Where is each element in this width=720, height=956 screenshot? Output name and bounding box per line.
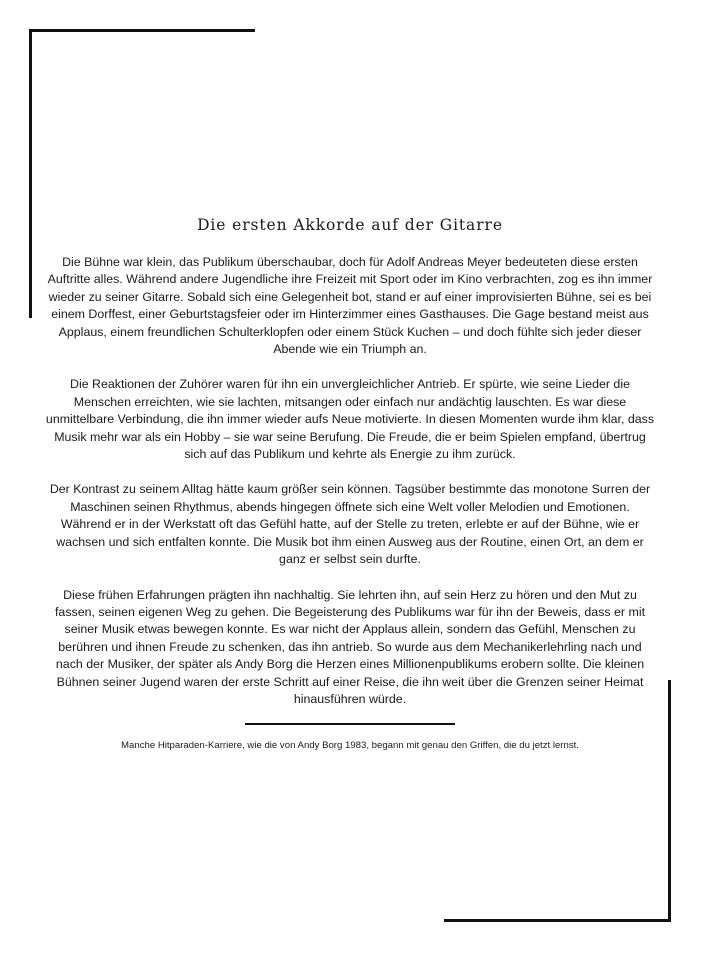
frame-corner-bottom-right-vertical xyxy=(668,680,671,922)
frame-corner-top-left-horizontal xyxy=(29,29,255,32)
paragraph-1: Die Bühne war klein, das Publikum überschaubar, doch für Adolf Andreas Meyer bedeuteten diese ersten Auftritte alles. Während andere Jugendliche ihre Freizeit mit Sport oder im Kino verbrachten, zog es ihn immer wieder zu seiner Gitarre. Sobald sich eine Gelegenheit bot, stand er auf einer improvisierten Bühne, sei es bei einem Dorffest, einer Geburtstagsfeier oder im Hinterzimmer eines Gasthauses. Die Gage bestand meist aus Applaus, einem freundlichen Schulterklopfen oder einem Stück Kuchen – und doch fühlte sich jeder dieser Abende wie ein Triumph an. xyxy=(47,255,653,357)
page-content xyxy=(44,216,656,752)
footnote: Manche Hitparaden-Karriere, wie die von Andy Borg 1983, begann mit genau den Griffen, die du jetzt lernst. xyxy=(121,740,579,752)
paragraph-4: Diese frühen Erfahrungen prägten ihn nachhaltig. Sie lehrten ihn, auf sein Herz zu hören und den Mut zu fassen, seinen eigenen Weg zu gehen. Die Begeisterung des Publikums war für ihn der Beweis, dass er mit seiner Musik etwas bewegen konnte. Es war nicht der Applaus allein, sondern das Gefühl, Menschen zu berühren und ihnen Freude zu schenken, das ihn antrieb. So wurde aus dem Mechanikerlehrling nach und nach der Musiker, der später als Andy Borg die Herzen eines Millionenpublikums erobern sollte. Die kleinen Bühnen seiner Jugend waren der erste Schritt auf einer Reise, die ihn weit über die Grenzen seiner Heimat hinausführen würde. xyxy=(54,587,646,706)
frame-corner-top-left-vertical xyxy=(29,29,32,318)
page-title: Die ersten Akkorde auf der Gitarre xyxy=(197,216,503,234)
divider-line xyxy=(245,723,455,725)
paragraph-3: Der Kontrast zu seinem Alltag hätte kaum größer sein können. Tagsüber bestimmte das monotone Surren der Maschinen seinen Rhythmus, abends hingegen öffnete sich eine Welt voller Melodien und Emotionen. Während er in der Werkstatt oft das Gefühl hatte, auf der Stelle zu treten, erlebte er auf der Bühne, wie er wachsen und sich entfalten konnte. Die Musik bot ihm einen Ausweg aus der Routine, einen Ort, an dem er ganz er selbst sein durfte. xyxy=(49,482,651,567)
paragraph-2: Die Reaktionen der Zuhörer waren für ihn ein unvergleichlicher Antrieb. Er spürte, wie seine Lieder die Menschen erreichten, wie sie lachten, mitsangen oder einfach nur andächtig lauschten. Es war diese unmittelbare Verbindung, die ihn immer wieder aufs Neue motivierte. In diesen Momenten wurde ihm klar, dass Musik mehr war als ein Hobby – sie war seine Berufung. Die Freude, die er beim Spielen empfand, übertrug sich auf das Publikum und kehrte als Energie zu ihm zurück. xyxy=(45,377,655,462)
frame-corner-bottom-right-horizontal xyxy=(444,919,671,922)
